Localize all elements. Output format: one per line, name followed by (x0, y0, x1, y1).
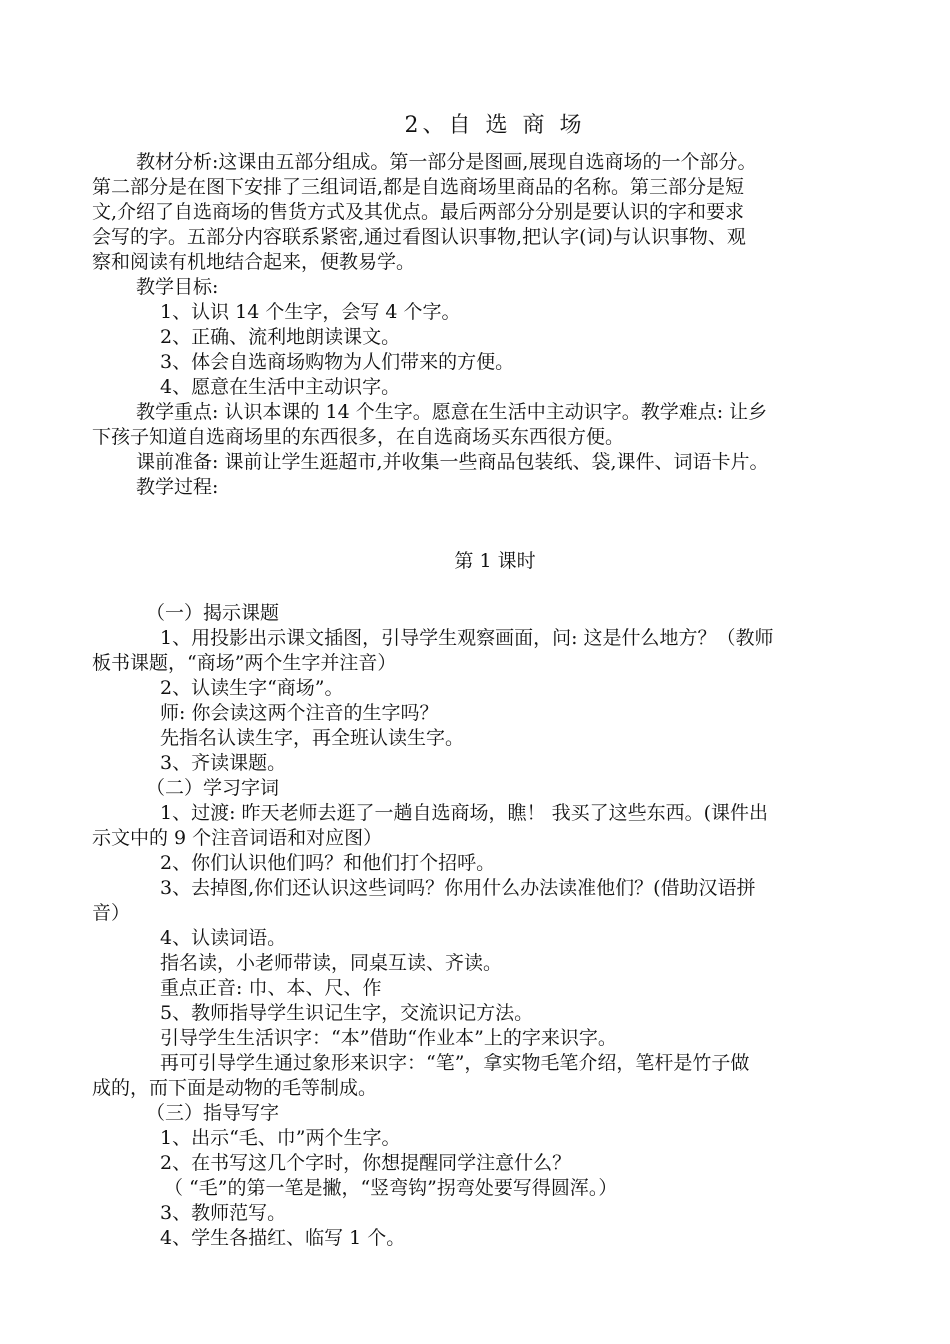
list-item: 4、学生各描红、临写 1 个。 (160, 1227, 406, 1249)
paragraph-line: 先指名认读生字，再全班认读生字。 (160, 727, 465, 749)
paragraph-line: 指名读，小老师带读，同桌互读、齐读。 (160, 952, 503, 974)
paragraph-line: 察和阅读有机地结合起来，便教易学。 (92, 251, 416, 273)
paragraph-line: 师: 你会读这两个注音的生字吗？ (160, 702, 439, 724)
list-item: 3、体会自选商场购物为人们带来的方便。 (160, 351, 515, 373)
paragraph-line: 板书课题，“商场”两个生字并注音） (92, 652, 397, 674)
section-heading: （一）揭示课题 (146, 602, 280, 624)
paragraph-line: 音） (92, 902, 131, 924)
list-item: 2、正确、流利地朗读课文。 (160, 326, 401, 348)
section-heading: （三）指导写字 (146, 1102, 280, 1124)
section-heading: （二）学习字词 (146, 777, 280, 799)
list-item: 1、出示“毛、巾”两个生字。 (160, 1127, 401, 1149)
lesson-period-title: 第 1 课时 (454, 550, 536, 572)
list-item: 3、去掉图,你们还认识这些词吗？你用什么办法读准他们？(借助汉语拼 (160, 877, 756, 899)
list-item: 4、认读词语。 (160, 927, 287, 949)
list-item: 2、认读生字“商场”。 (160, 677, 344, 699)
paragraph-line: 会写的字。五部分内容联系紧密,通过看图认识事物,把认字(词)与认识事物、观 (92, 226, 746, 248)
paragraph-line: 引导学生生活识字：“本”借助“作业本”上的字来识字。 (160, 1027, 617, 1049)
paragraph-line: 示文中的 9 个注音词语和对应图） (92, 827, 383, 849)
paragraph-line: （ “毛”的第一笔是撇，“竖弯钩”拐弯处要写得圆浑。） (164, 1177, 618, 1199)
paragraph-line: 第二部分是在图下安排了三组词语,都是自选商场里商品的名称。第三部分是短 (92, 176, 745, 198)
list-item: 3、教师范写。 (160, 1202, 287, 1224)
list-item: 2、你们认识他们吗？和他们打个招呼。 (160, 852, 496, 874)
list-item: 1、认识 14 个生字，会写 4 个字。 (160, 301, 461, 323)
paragraph-line: 重点正音: 巾、本、尺、作 (160, 977, 382, 999)
section-heading: 教学过程: (136, 476, 219, 498)
paragraph-line: 文,介绍了自选商场的售货方式及其优点。最后两部分分别是要认识的字和要求 (92, 201, 745, 223)
list-item: 1、用投影出示课文插图，引导学生观察画面，问: 这是什么地方？（教师 (160, 627, 774, 649)
section-heading: 教学目标: (136, 276, 219, 298)
list-item: 3、齐读课题。 (160, 752, 287, 774)
list-item: 2、在书写这几个字时，你想提醒同学注意什么？ (160, 1152, 572, 1174)
paragraph-line: 教学重点: 认识本课的 14 个生字。愿意在生活中主动识字。教学难点: 让乡 (136, 401, 768, 423)
list-item: 5、教师指导学生识记生字，交流识记方法。 (160, 1002, 534, 1024)
list-item: 4、愿意在生活中主动识字。 (160, 376, 401, 398)
paragraph-line: 再可引导学生通过象形来识字：“笔”，拿实物毛笔介绍，笔杆是竹子做 (160, 1052, 750, 1074)
list-item: 1、过渡: 昨天老师去逛了一趟自选商场，瞧！ 我买了这些东西。(课件出 (160, 802, 768, 824)
paragraph-line: 成的，而下面是动物的毛等制成。 (92, 1077, 378, 1099)
document-title: 2、自 选 商 场 (404, 113, 586, 138)
paragraph-line: 课前准备: 课前让学生逛超市,并收集一些商品包装纸、袋,课件、词语卡片。 (136, 451, 769, 473)
paragraph-line: 教材分析:这课由五部分组成。第一部分是图画,展现自选商场的一个部分。 (136, 151, 757, 173)
paragraph-line: 下孩子知道自选商场里的东西很多，在自选商场买东西很方便。 (92, 426, 625, 448)
